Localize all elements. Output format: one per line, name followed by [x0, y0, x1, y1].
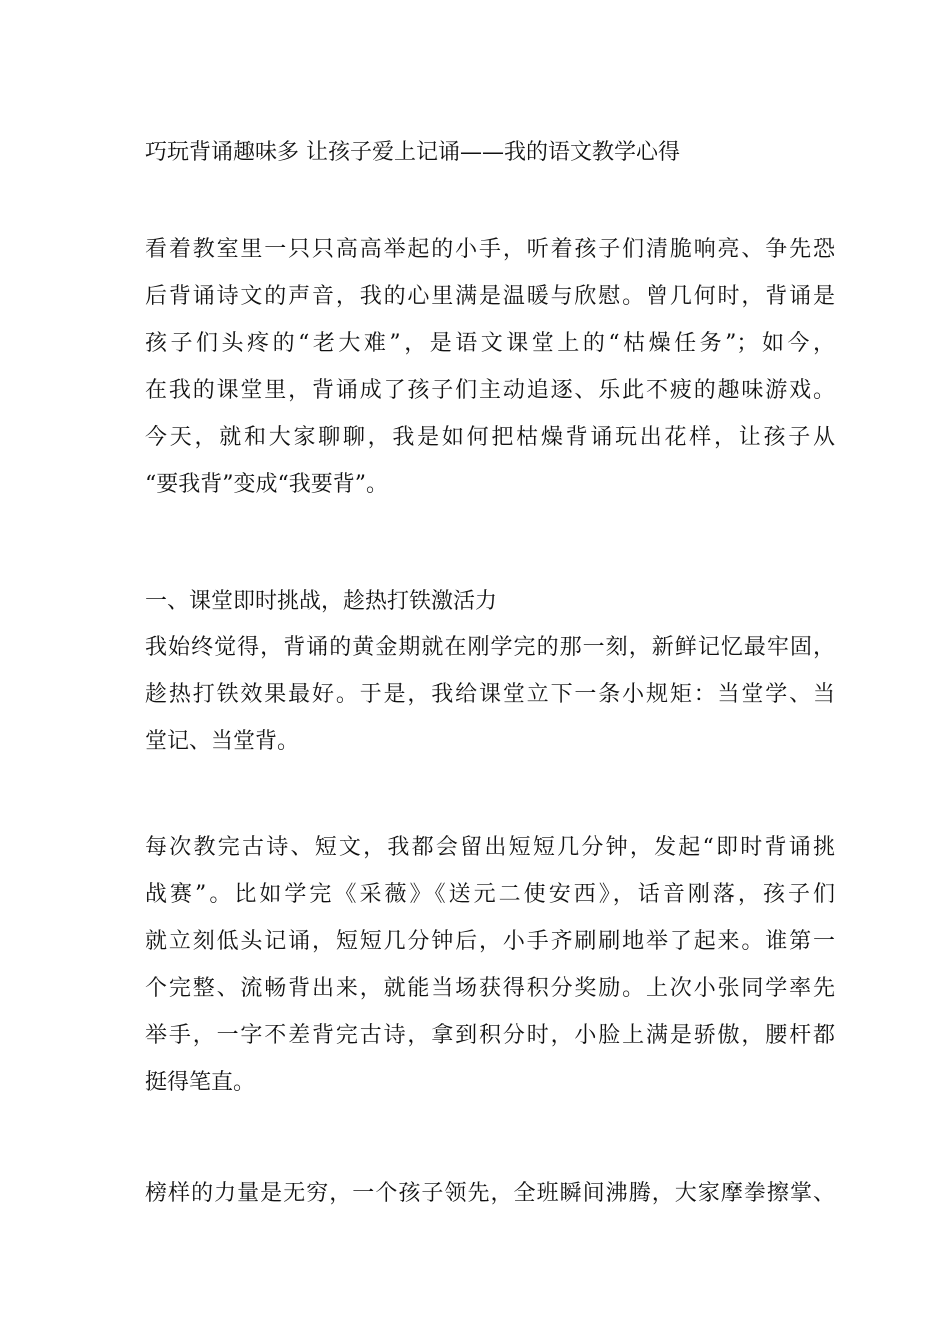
section1-paragraph-2 [145, 824, 835, 1106]
text-line: 每次教完古诗、短文，我都会留出短短几分钟，发起“即时背诵挑 [145, 835, 835, 860]
text-line: 榜样的力量是无穷，一个孩子领先，全班瞬间沸腾，大家摩拳擦掌、 [145, 1181, 835, 1206]
document-title: 巧玩背诵趣味多 让孩子爱上记诵——我的语文教学心得 [145, 140, 680, 165]
section-heading: 一、课堂即时挑战，趁热打铁激活力 [145, 589, 498, 614]
text-line: 个完整、流畅背出来，就能当场获得积分奖励。上次小张同学率先 [145, 976, 835, 1001]
text-line: 举手，一字不差背完古诗，拿到积分时，小脸上满是骄傲，腰杆都 [145, 1023, 835, 1048]
text-line: 堂记、当堂背。 [145, 729, 300, 754]
text-line: 后背诵诗文的声音，我的心里满是温暖与欣慰。曾几何时，背诵是 [145, 284, 835, 309]
document-page [145, 0, 835, 1344]
text-line: 今天，就和大家聊聊，我是如何把枯燥背诵玩出花样，让孩子从 [145, 425, 835, 450]
text-line: 就立刻低头记诵，短短几分钟后，小手齐刷刷地举了起来。谁第一 [145, 929, 835, 954]
text-line: 挺得笔直。 [145, 1070, 256, 1095]
text-line: 在我的课堂里，背诵成了孩子们主动追逐、乐此不疲的趣味游戏。 [145, 378, 835, 403]
section1-paragraph-3 [145, 1170, 835, 1217]
text-line: 孩子们头疼的“老大难”，是语文课堂上的“枯燥任务”；如今， [145, 331, 835, 356]
text-line: 看着教室里一只只高高举起的小手，听着孩子们清脆响亮、争先恐 [145, 237, 835, 262]
text-line: 趁热打铁效果最好。于是，我给课堂立下一条小规矩：当堂学、当 [145, 682, 835, 707]
text-line: 战赛”。比如学完《采薇》《送元二使安西》，话音刚落，孩子们 [145, 882, 835, 907]
intro-paragraph [145, 226, 835, 508]
text-line: 我始终觉得，背诵的黄金期就在刚学完的那一刻，新鲜记忆最牢固， [145, 635, 835, 660]
section1-paragraph-1 [145, 624, 835, 765]
text-line: “要我背”变成“我要背”。 [145, 472, 388, 497]
